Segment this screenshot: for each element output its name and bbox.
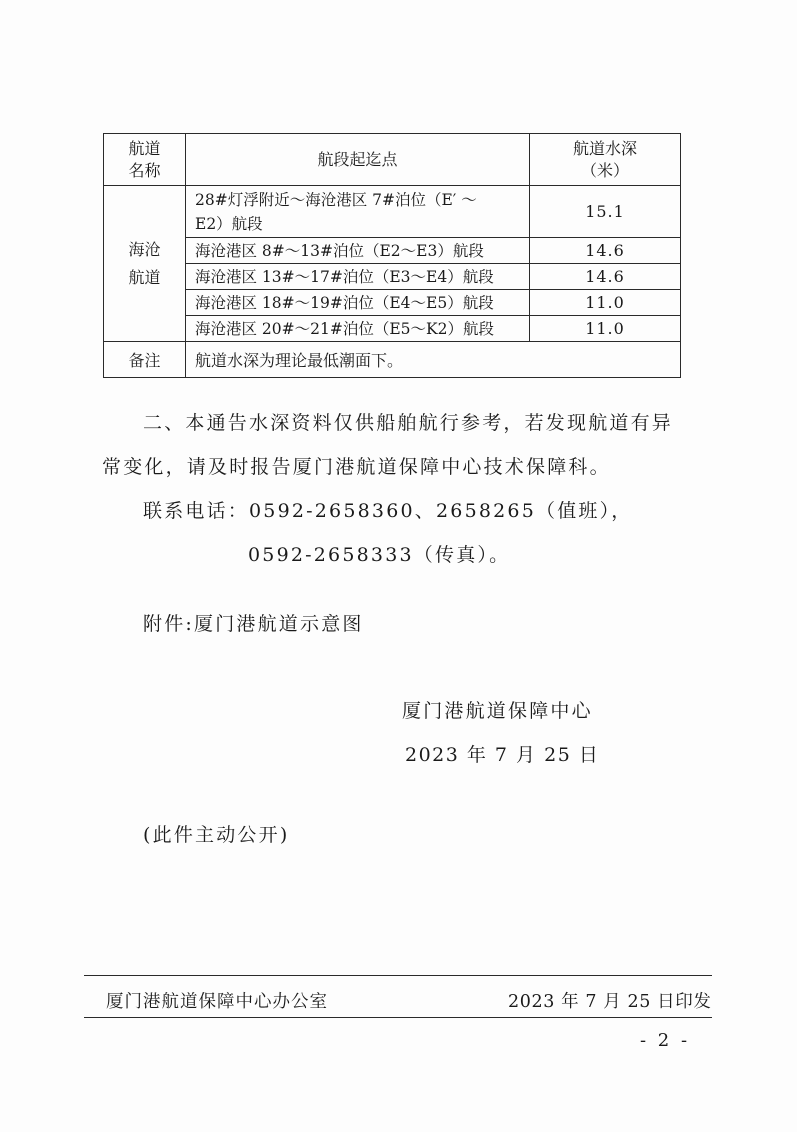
notice-paragraph-line2: 常变化，请及时报告厦门港航道保障中心技术保障科。 [102, 456, 611, 478]
table-row [104, 316, 681, 342]
note-row [104, 342, 681, 378]
depth-cell: 15.1 [530, 186, 681, 238]
header-depth-line2: （米） [580, 160, 629, 180]
depth-cell: 14.6 [530, 264, 681, 290]
header-depth-line1: 航道水深 [572, 138, 637, 158]
table-row [104, 186, 681, 238]
table-row [104, 264, 681, 290]
segment-line2: E2）航段 [195, 214, 263, 233]
channel-name-line1: 海沧 [128, 239, 161, 259]
depth-cell: 14.6 [530, 238, 681, 264]
header-depth [530, 134, 681, 186]
note-label: 备注 [104, 342, 186, 378]
contact-phone-line1: 联系电话：0592-2658360、2658265（值班）， [143, 500, 633, 522]
table-row [104, 238, 681, 264]
table-header-row [104, 134, 681, 186]
segment-cell: 海沧港区 8#～13#泊位（E2～E3）航段 [186, 238, 530, 264]
channel-name-cell [104, 186, 186, 342]
header-channel-name-line1: 航道 [128, 138, 161, 158]
contact-phone-line2: 0592-2658333（传真）。 [248, 544, 511, 566]
disclosure-note: (此件主动公开) [143, 824, 290, 846]
attachment-line: 附件:厦门港航道示意图 [143, 613, 364, 635]
notice-paragraph-line1: 二、本通告水深资料仅供船舶航行参考，若发现航道有异 [143, 412, 674, 434]
header-segment: 航段起迄点 [186, 134, 530, 186]
segment-cell [186, 186, 530, 238]
signature-date: 2023 年 7 月 25 日 [405, 744, 600, 766]
channel-depth-table [103, 133, 681, 378]
segment-cell: 海沧港区 13#～17#泊位（E3～E4）航段 [186, 264, 530, 290]
signature-organization: 厦门港航道保障中心 [402, 700, 593, 722]
segment-cell: 海沧港区 18#～19#泊位（E4～E5）航段 [186, 290, 530, 316]
segment-line1: 28#灯浮附近～海沧港区 7#泊位（E′ ～ [195, 190, 477, 209]
depth-cell: 11.0 [530, 290, 681, 316]
header-channel-name-line2: 名称 [128, 160, 161, 180]
header-channel-name [104, 134, 186, 186]
note-text: 航道水深为理论最低潮面下。 [186, 342, 681, 378]
footer-issue-date: 2023 年 7 月 25 日印发 [508, 992, 712, 1012]
footer-issuing-office: 厦门港航道保障中心办公室 [106, 992, 328, 1012]
table-row [104, 290, 681, 316]
depth-cell: 11.0 [530, 316, 681, 342]
page-number: - 2 - [640, 1030, 691, 1051]
footer-rule-top [84, 975, 712, 976]
footer-rule-bottom [84, 1017, 712, 1018]
segment-cell: 海沧港区 20#～21#泊位（E5～K2）航段 [186, 316, 530, 342]
channel-name-line2: 航道 [128, 267, 161, 287]
